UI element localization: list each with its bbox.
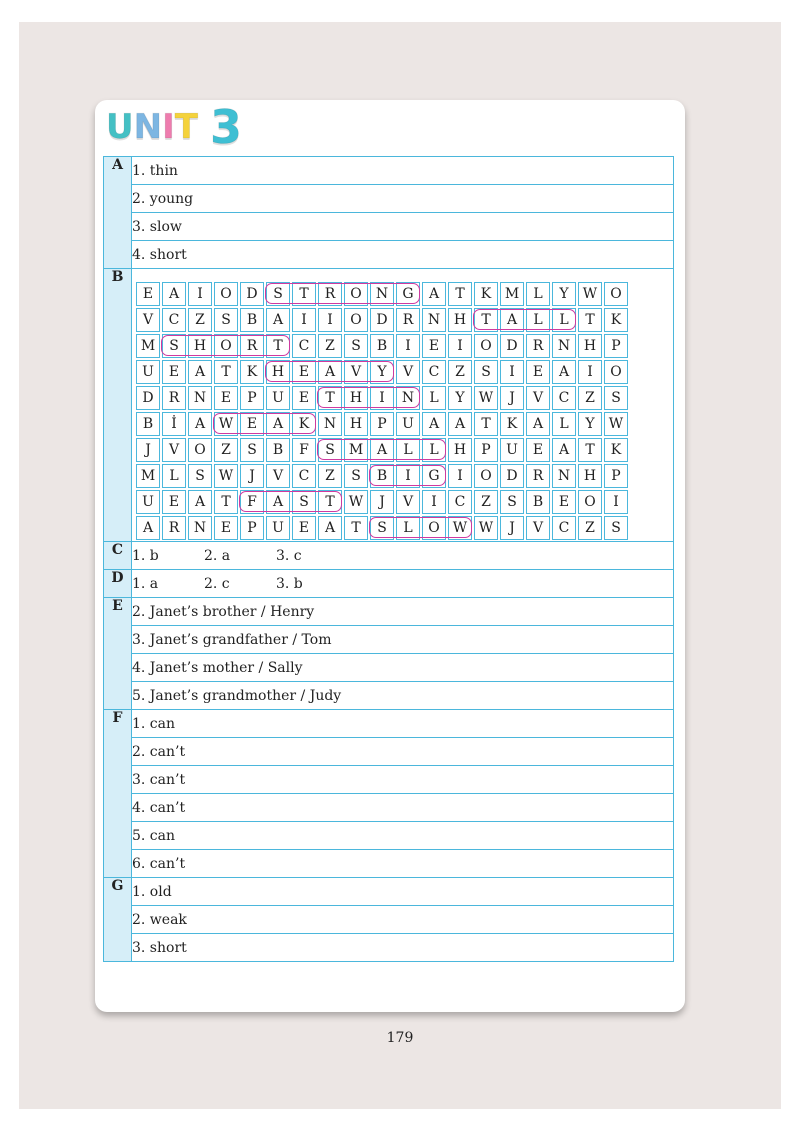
grid-cell: I (396, 464, 420, 488)
page-number: 179 (386, 1030, 414, 1046)
grid-cell: S (344, 334, 368, 358)
grid-cell: I (448, 334, 472, 358)
grid-cell: N (188, 386, 212, 410)
answer-f-2: 2. can’t (132, 738, 674, 766)
section-letter-c: C (104, 542, 132, 570)
grid-cell: L (396, 516, 420, 540)
unit-number: 3 (209, 100, 242, 154)
grid-cell: Z (578, 386, 602, 410)
answer-a-2: 2. young (132, 185, 674, 213)
grid-cell: K (240, 360, 264, 384)
answer-key-table (103, 156, 674, 962)
grid-cell: J (136, 438, 160, 462)
grid-cell: I (500, 360, 524, 384)
grid-cell: E (136, 282, 160, 306)
grid-cell: U (500, 438, 524, 462)
grid-cell: C (552, 516, 576, 540)
answers-d (132, 570, 674, 598)
grid-cell: D (500, 334, 524, 358)
grid-cell: M (344, 438, 368, 462)
grid-cell: Y (448, 386, 472, 410)
grid-cell: O (422, 516, 446, 540)
grid-cell: W (578, 282, 602, 306)
section-letter-g: G (104, 878, 132, 962)
grid-cell: W (474, 386, 498, 410)
grid-cell: N (188, 516, 212, 540)
section-g-row (104, 878, 674, 906)
grid-cell: R (526, 334, 550, 358)
grid-cell: Z (578, 516, 602, 540)
grid-row (136, 308, 628, 332)
grid-cell: D (500, 464, 524, 488)
grid-cell: Y (578, 412, 602, 436)
answer-f-6: 6. can’t (132, 850, 674, 878)
grid-cell: C (552, 386, 576, 410)
grid-cell: M (500, 282, 524, 306)
grid-cell: A (552, 360, 576, 384)
grid-cell: A (188, 490, 212, 514)
grid-cell: W (474, 516, 498, 540)
answer-a-3: 3. slow (132, 213, 674, 241)
grid-cell: U (266, 516, 290, 540)
grid-cell: L (422, 438, 446, 462)
grid-cell: I (292, 308, 316, 332)
section-c-row (104, 542, 674, 570)
grid-cell: J (500, 386, 524, 410)
grid-cell: V (526, 516, 550, 540)
grid-cell: B (526, 490, 550, 514)
grid-cell: N (422, 308, 446, 332)
grid-cell: W (214, 464, 238, 488)
grid-cell: R (162, 516, 186, 540)
grid-cell: U (136, 490, 160, 514)
grid-cell: A (266, 412, 290, 436)
word-search-grid (134, 280, 630, 542)
grid-cell: A (526, 412, 550, 436)
grid-cell: O (214, 282, 238, 306)
grid-cell: A (318, 360, 342, 384)
grid-cell: P (370, 412, 394, 436)
section-f-row (104, 850, 674, 878)
grid-cell: B (370, 464, 394, 488)
grid-cell: A (266, 490, 290, 514)
grid-cell: O (474, 464, 498, 488)
grid-cell: E (422, 334, 446, 358)
grid-cell: T (318, 490, 342, 514)
grid-cell: K (500, 412, 524, 436)
grid-cell: E (292, 516, 316, 540)
answer-d-3: 3. b (276, 575, 303, 592)
grid-cell: N (318, 412, 342, 436)
section-f-row (104, 766, 674, 794)
grid-cell: I (370, 386, 394, 410)
grid-cell: V (344, 360, 368, 384)
grid-cell: A (422, 282, 446, 306)
grid-cell: O (188, 438, 212, 462)
grid-cell: D (370, 308, 394, 332)
grid-cell: U (266, 386, 290, 410)
grid-cell: H (188, 334, 212, 358)
grid-cell: B (240, 308, 264, 332)
section-a-row (104, 241, 674, 269)
grid-cell: P (474, 438, 498, 462)
grid-cell: P (604, 334, 628, 358)
grid-cell: E (552, 490, 576, 514)
grid-cell: Z (318, 334, 342, 358)
grid-cell: S (604, 386, 628, 410)
grid-row (136, 386, 628, 410)
section-d-row (104, 570, 674, 598)
word-search (134, 273, 665, 537)
grid-cell: I (318, 308, 342, 332)
grid-cell: A (136, 516, 160, 540)
grid-cell: A (422, 412, 446, 436)
grid-cell: Y (552, 282, 576, 306)
grid-cell: N (552, 464, 576, 488)
grid-cell: U (396, 412, 420, 436)
grid-cell: M (136, 464, 160, 488)
grid-cell: S (604, 516, 628, 540)
grid-row (136, 464, 628, 488)
grid-cell: O (578, 490, 602, 514)
grid-cell: N (552, 334, 576, 358)
grid-cell: V (162, 438, 186, 462)
section-e-row (104, 626, 674, 654)
section-e-row (104, 654, 674, 682)
grid-cell: K (604, 308, 628, 332)
grid-cell: A (188, 360, 212, 384)
unit-letter-t: T (174, 107, 198, 147)
grid-row (136, 360, 628, 384)
grid-cell: E (526, 438, 550, 462)
grid-cell: J (240, 464, 264, 488)
answer-c-3: 3. c (276, 547, 302, 564)
grid-cell: C (422, 360, 446, 384)
grid-cell: H (344, 412, 368, 436)
answer-e-4: 4. Janet’s mother / Sally (132, 654, 674, 682)
grid-cell: F (240, 490, 264, 514)
grid-cell: W (448, 516, 472, 540)
section-f-row (104, 794, 674, 822)
grid-cell: A (370, 438, 394, 462)
grid-cell: S (370, 516, 394, 540)
grid-cell: L (526, 308, 550, 332)
answer-c-2: 2. a (204, 547, 231, 564)
grid-cell: T (344, 516, 368, 540)
grid-cell: E (162, 490, 186, 514)
grid-cell: L (552, 412, 576, 436)
grid-cell: O (214, 334, 238, 358)
grid-cell: R (318, 282, 342, 306)
grid-cell: W (214, 412, 238, 436)
grid-cell: G (422, 464, 446, 488)
grid-cell: P (604, 464, 628, 488)
grid-row (136, 282, 628, 306)
grid-cell: P (240, 516, 264, 540)
grid-row (136, 490, 628, 514)
answers-c (132, 542, 674, 570)
grid-row (136, 516, 628, 540)
grid-cell: E (214, 516, 238, 540)
grid-cell: S (500, 490, 524, 514)
unit-letter-i: I (162, 107, 175, 147)
grid-cell: L (422, 386, 446, 410)
grid-cell: I (422, 490, 446, 514)
grid-cell: B (370, 334, 394, 358)
grid-cell: V (266, 464, 290, 488)
grid-cell: T (474, 308, 498, 332)
grid-cell: T (318, 386, 342, 410)
section-letter-d: D (104, 570, 132, 598)
unit-heading (106, 100, 242, 154)
grid-cell: T (448, 282, 472, 306)
answer-g-3: 3. short (132, 934, 674, 962)
grid-cell: B (266, 438, 290, 462)
grid-cell: O (474, 334, 498, 358)
answer-a-1: 1. thin (132, 157, 674, 185)
answer-g-1: 1. old (132, 878, 674, 906)
grid-cell: Y (370, 360, 394, 384)
grid-cell: N (396, 386, 420, 410)
grid-cell: J (500, 516, 524, 540)
grid-cell: H (344, 386, 368, 410)
section-f-row (104, 822, 674, 850)
grid-cell: B (136, 412, 160, 436)
grid-cell: K (604, 438, 628, 462)
grid-cell: Z (188, 308, 212, 332)
answer-f-5: 5. can (132, 822, 674, 850)
grid-cell: C (292, 334, 316, 358)
answer-f-4: 4. can’t (132, 794, 674, 822)
grid-cell: H (578, 334, 602, 358)
answer-e-2: 2. Janet’s brother / Henry (132, 598, 674, 626)
grid-cell: H (266, 360, 290, 384)
answer-a-4: 4. short (132, 241, 674, 269)
answer-f-3: 3. can’t (132, 766, 674, 794)
grid-cell: G (396, 282, 420, 306)
grid-cell: I (396, 334, 420, 358)
grid-cell: L (526, 282, 550, 306)
grid-cell: A (318, 516, 342, 540)
grid-cell: E (292, 386, 316, 410)
grid-cell: E (162, 360, 186, 384)
grid-cell: O (604, 360, 628, 384)
grid-cell: L (162, 464, 186, 488)
grid-cell: T (292, 282, 316, 306)
grid-cell: S (162, 334, 186, 358)
grid-cell: R (396, 308, 420, 332)
grid-cell: V (526, 386, 550, 410)
grid-cell: D (136, 386, 160, 410)
grid-cell: M (136, 334, 160, 358)
grid-cell: A (266, 308, 290, 332)
grid-cell: Z (318, 464, 342, 488)
section-letter-b: B (104, 269, 132, 542)
grid-cell: Z (214, 438, 238, 462)
grid-cell: H (578, 464, 602, 488)
grid-cell: S (344, 464, 368, 488)
grid-cell: J (370, 490, 394, 514)
grid-cell: T (578, 308, 602, 332)
grid-cell: A (552, 438, 576, 462)
grid-cell: Z (448, 360, 472, 384)
answer-f-1: 1. can (132, 710, 674, 738)
grid-cell: T (214, 490, 238, 514)
grid-cell: I (604, 490, 628, 514)
grid-cell: T (474, 412, 498, 436)
grid-cell: E (292, 360, 316, 384)
grid-cell: S (188, 464, 212, 488)
grid-cell: Z (474, 490, 498, 514)
grid-cell: F (292, 438, 316, 462)
grid-cell: V (396, 360, 420, 384)
grid-cell: K (292, 412, 316, 436)
grid-cell: A (448, 412, 472, 436)
grid-cell: V (136, 308, 160, 332)
grid-cell: H (448, 438, 472, 462)
section-b-row (104, 269, 674, 542)
answer-e-3: 3. Janet’s grandfather / Tom (132, 626, 674, 654)
grid-cell: O (344, 282, 368, 306)
grid-cell: I (448, 464, 472, 488)
unit-letter-n: N (133, 107, 163, 147)
grid-cell: O (604, 282, 628, 306)
grid-cell: K (474, 282, 498, 306)
grid-cell: T (214, 360, 238, 384)
grid-cell: W (604, 412, 628, 436)
grid-cell: R (240, 334, 264, 358)
grid-cell: W (344, 490, 368, 514)
grid-cell: A (162, 282, 186, 306)
grid-cell: C (162, 308, 186, 332)
grid-cell: R (526, 464, 550, 488)
section-e-row (104, 682, 674, 710)
grid-cell: L (552, 308, 576, 332)
grid-cell: S (474, 360, 498, 384)
grid-cell: S (266, 282, 290, 306)
grid-cell: I (578, 360, 602, 384)
grid-cell: S (214, 308, 238, 332)
grid-cell: I (188, 282, 212, 306)
grid-cell: C (448, 490, 472, 514)
section-a-row (104, 157, 674, 185)
section-g-row (104, 906, 674, 934)
grid-cell: S (318, 438, 342, 462)
grid-row (136, 438, 628, 462)
grid-cell: N (370, 282, 394, 306)
answer-e-5: 5. Janet’s grandmother / Judy (132, 682, 674, 710)
section-f-row (104, 738, 674, 766)
grid-cell: U (136, 360, 160, 384)
grid-cell: L (396, 438, 420, 462)
grid-cell: T (266, 334, 290, 358)
grid-cell: C (292, 464, 316, 488)
grid-cell: S (240, 438, 264, 462)
section-a-row (104, 213, 674, 241)
answer-c-1: 1. b (132, 547, 159, 564)
grid-cell: H (448, 308, 472, 332)
section-a-row (104, 185, 674, 213)
grid-cell: P (240, 386, 264, 410)
section-e-row (104, 598, 674, 626)
unit-letter-u: U (106, 107, 134, 147)
grid-cell: E (214, 386, 238, 410)
grid-row (136, 334, 628, 358)
grid-cell: R (162, 386, 186, 410)
section-letter-f: F (104, 710, 132, 878)
grid-cell: A (188, 412, 212, 436)
grid-cell: V (396, 490, 420, 514)
grid-cell: E (526, 360, 550, 384)
grid-cell: S (292, 490, 316, 514)
grid-cell: T (578, 438, 602, 462)
answer-d-1: 1. a (132, 575, 159, 592)
section-f-row (104, 710, 674, 738)
grid-cell: D (240, 282, 264, 306)
section-g-row (104, 934, 674, 962)
section-letter-a: A (104, 157, 132, 269)
grid-cell: E (240, 412, 264, 436)
answer-d-2: 2. c (204, 575, 230, 592)
grid-cell: O (344, 308, 368, 332)
grid-cell: İ (162, 412, 186, 436)
grid-cell: A (500, 308, 524, 332)
word-search-cell (132, 269, 674, 542)
answer-g-2: 2. weak (132, 906, 674, 934)
section-letter-e: E (104, 598, 132, 710)
grid-row (136, 412, 628, 436)
